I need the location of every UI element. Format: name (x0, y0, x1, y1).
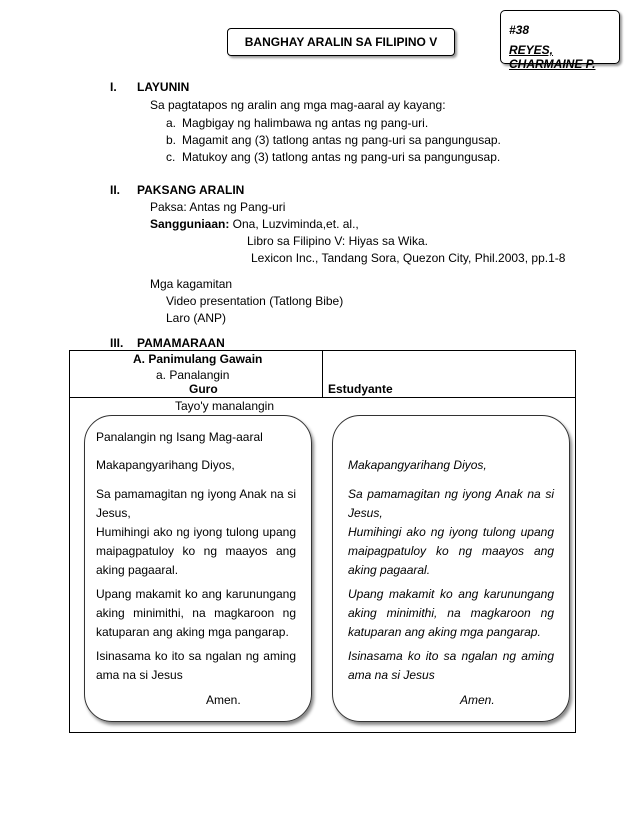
prayer-paragraph: Humihingi ako ng iyong tulong upang maipagpatuloy ko ng maayos ang aking pagaaral. (348, 525, 554, 577)
prayer-paragraph: Makapangyarihang Diyos, (348, 458, 487, 472)
sanggunian (150, 217, 359, 231)
paksa: Paksa: Antas ng Pang-uri (150, 200, 286, 214)
objective-letter: c. (166, 150, 176, 164)
document-title: BANGHAY ARALIN SA FILIPINO V (227, 28, 455, 56)
table-divider (322, 350, 323, 397)
table-divider (69, 397, 576, 398)
section3-heading: PAMAMARAAN (137, 336, 225, 350)
panalangin-label: a. Panalangin (156, 368, 230, 382)
sanggunian-text: Ona, Luzviminda,et. al., (229, 217, 359, 231)
prayer-paragraph: Sa pamamagitan ng iyong Anak na si Jesus, (348, 487, 554, 520)
section3-roman: III. (110, 336, 124, 350)
section1-heading: LAYUNIN (137, 80, 190, 94)
prayer-title: Panalangin ng Isang Mag-aaral (96, 430, 263, 444)
column-guro: Guro (189, 382, 218, 396)
panimulang-gawain: A. Panimulang Gawain (133, 352, 263, 366)
prayer-amen: Amen. (460, 693, 495, 707)
objective-text: Magbigay ng halimbawa ng antas ng pang-uri. (182, 116, 429, 130)
objective-text: Magamit ang (3) tatlong antas ng pang-uri sa pangungusap. (182, 133, 501, 147)
column-estudyante: Estudyante (328, 382, 393, 396)
objective-letter: a. (166, 116, 177, 130)
prayer-paragraph: Upang makamit ko ang karunungang aking minimithi, na magkaroon ng katuparan ang aking mga pangarap. (348, 587, 554, 639)
prayer-paragraph: Isinasama ko ito sa ngalan ng aming ama na si Jesus (96, 649, 296, 682)
section1-roman: I. (110, 80, 117, 94)
section1-intro: Sa pagtatapos ng aralin ang mga mag-aaral ay kayang: (150, 98, 446, 112)
prayer-paragraph: Makapangyarihang Diyos, (96, 458, 235, 472)
sanggunian-label: Sangguniaan: (150, 217, 230, 231)
kagamitan-label: Mga kagamitan (150, 277, 233, 291)
prayer-paragraph: Humihingi ako ng iyong tulong upang maipagpatuloy ko ng maayos ang aking pagaaral. (96, 525, 296, 577)
objective-letter: b. (166, 133, 177, 147)
objective-text: Matukoy ang (3) tatlong antas ng pang-uri sa pangungusap. (182, 150, 501, 164)
material-item: Laro (ANP) (166, 311, 227, 325)
author-name: REYES, CHARMAINE P. (509, 43, 596, 71)
id-box (500, 10, 620, 71)
prayer-amen: Amen. (206, 693, 241, 707)
material-item: Video presentation (Tatlong Bibe) (166, 294, 344, 308)
section2-heading: PAKSANG ARALIN (137, 183, 245, 197)
prayer-paragraph: Upang makamit ko ang karunungang aking minimithi, na magkaroon ng katuparan ang aking mga pangarap. (96, 587, 296, 639)
prayer-paragraph: Sa pamamagitan ng iyong Anak na si Jesus, (96, 487, 296, 520)
section2-roman: II. (110, 183, 121, 197)
guro-line: Tayo'y manalangin (175, 399, 275, 413)
lesson-number: #38 (509, 23, 530, 37)
reference-publisher: Lexicon Inc., Tandang Sora, Quezon City, Phil.2003, pp.1-8 (251, 251, 566, 265)
reference-book: Libro sa Filipino V: Hiyas sa Wika. (247, 234, 428, 248)
prayer-paragraph: Isinasama ko ito sa ngalan ng aming ama na si Jesus (348, 649, 554, 682)
